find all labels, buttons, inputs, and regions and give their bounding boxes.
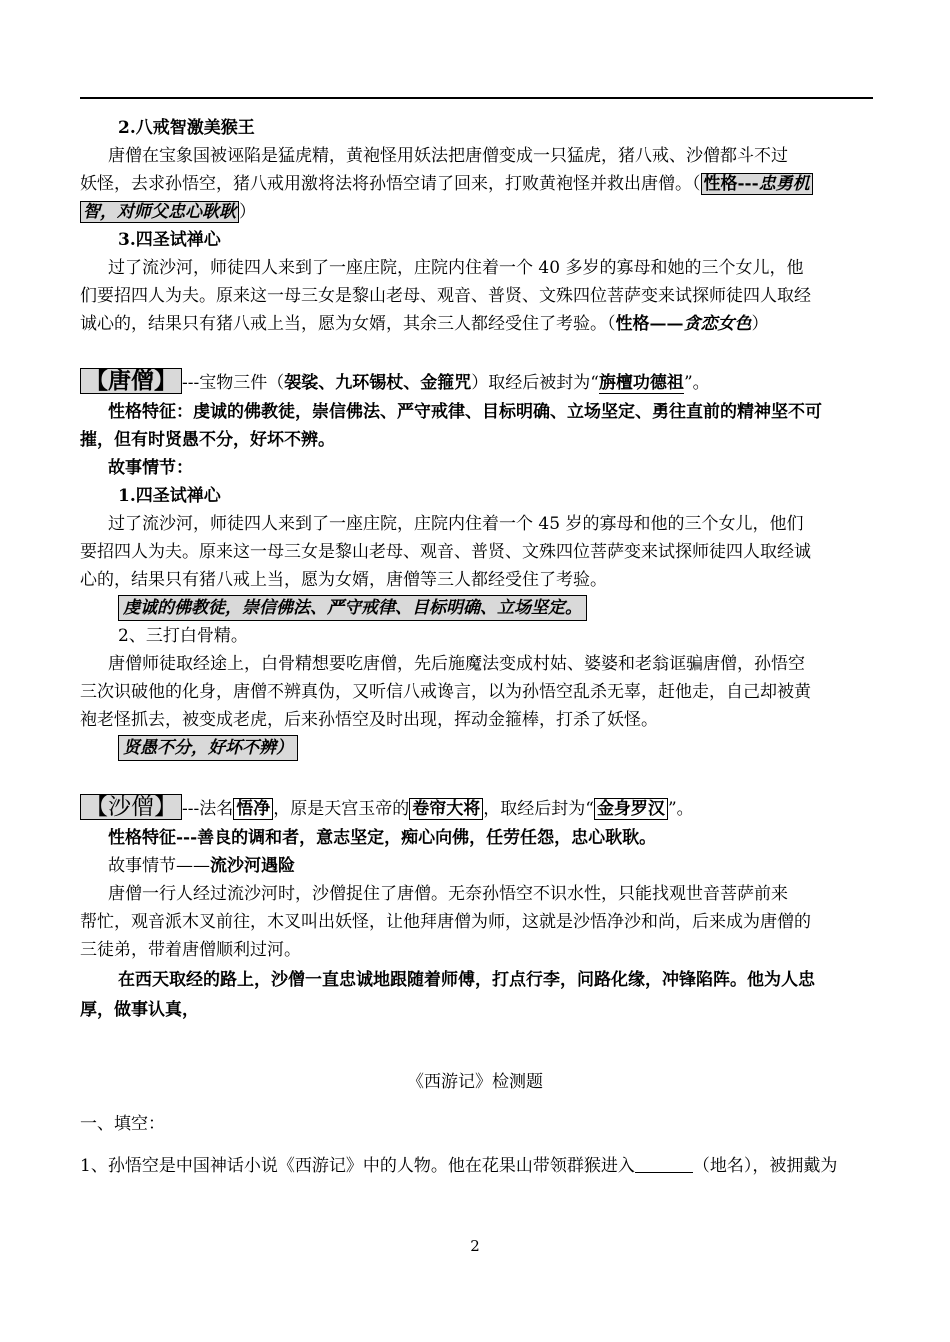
trait-line: 性格特征：虔诚的佛教徒，崇信佛法、严守戒律、目标明确、立场坚定、勇往直前的精神坚不可 bbox=[108, 402, 822, 422]
paragraph-line: 诚心的，结果只有猪八戒上当，愿为女婿，其余三人都经受住了考验。（性格——贪恋女色） bbox=[80, 314, 769, 334]
section-title: 3.四圣试禅心 bbox=[118, 230, 221, 250]
paragraph-line: 厚，做事认真， bbox=[80, 1000, 199, 1020]
answer-blank[interactable] bbox=[635, 1154, 693, 1173]
paragraph-line: 唐僧一行人经过流沙河时，沙僧捉住了唐僧。无奈孙悟空不识水性，只能找观世音菩萨前来 bbox=[108, 884, 788, 904]
paragraph-line: 过了流沙河，师徒四人来到了一座庄院，庄院内住着一个 40 多岁的寡母和她的三个女儿，他 bbox=[108, 258, 804, 278]
character-heading-tangseng: 【唐僧】 ---宝物三件（袈裟、九环锡杖、金箍咒）取经后被封为“旃檀功德祖”。 bbox=[80, 368, 875, 397]
paragraph-line: 唐僧在宝象国被诬陷是猛虎精，黄袍怪用妖法把唐僧变成一只猛虎，猪八戒、沙僧都斗不过 bbox=[108, 146, 788, 166]
paragraph-line: 心的，结果只有猪八戒上当，愿为女婿，唐僧等三人都经受住了考验。 bbox=[80, 570, 607, 590]
question-line: 1、孙悟空是中国神话小说《西游记》中的人物。他在花果山带领群猴进入 （地名），被拥戴为 bbox=[80, 1156, 838, 1176]
paragraph-line: 唐僧师徒取经途上，白骨精想要吃唐僧，先后施魔法变成村姑、婆婆和老翁诓骗唐僧，孙悟空 bbox=[108, 654, 805, 674]
character-heading-shaseng: 【沙僧】 ---法名 悟净 ，原是天宫玉帝的 卷帘大将 ，取经后封为“ 金身罗汉 ”。 bbox=[80, 794, 875, 823]
trait-highlight: 智，对师父忠心耿耿 bbox=[80, 201, 239, 223]
test-title: 《西游记》检测题 bbox=[407, 1072, 543, 1092]
header-rule bbox=[80, 97, 873, 99]
paragraph-line: 过了流沙河，师徒四人来到了一座庄院，庄院内住着一个 45 岁的寡母和他的三个女儿，他们 bbox=[108, 514, 804, 534]
paragraph-line: 帮忙，观音派木叉前往，木叉叫出妖怪，让他拜唐僧为师，这就是沙悟净沙和尚，后来成为唐僧的 bbox=[80, 912, 811, 932]
page-number: 2 bbox=[470, 1237, 480, 1255]
character-name-box: 【唐僧】 bbox=[80, 368, 182, 394]
paragraph-line: 要招四人为夫。原来这一母三女是黎山老母、观音、普贤、文殊四位菩萨变来试探师徒四人取经诚 bbox=[80, 542, 811, 562]
trait-line: 摧，但有时贤愚不分，好坏不辨。 bbox=[80, 430, 335, 450]
paragraph-line: 们要招四人为夫。原来这一母三女是黎山老母、观音、普贤、文殊四位菩萨变来试探师徒四人取经 bbox=[80, 286, 811, 306]
paragraph-line bbox=[118, 734, 913, 762]
paragraph-line: 智，对师父忠心耿耿 ） bbox=[80, 198, 875, 226]
paragraph-line: 三徒弟，带着唐僧顺利过河。 bbox=[80, 940, 301, 960]
story-label: 故事情节： bbox=[108, 458, 193, 478]
paragraph-line: 妖怪，去求孙悟空，猪八戒用激将法将孙悟空请了回来，打败黄袍怪并救出唐僧。（ 性格---忠勇机 bbox=[80, 170, 875, 198]
section-title: 2、三打白骨精。 bbox=[118, 626, 248, 646]
trait-highlight: 贤愚不分，好坏不辨） bbox=[118, 735, 298, 761]
section-title: 1.四圣试禅心 bbox=[118, 486, 221, 506]
paragraph-line: 袍老怪抓去，被变成老虎，后来孙悟空及时出现，挥动金箍棒，打杀了妖怪。 bbox=[80, 710, 658, 730]
trait-highlight: 虔诚的佛教徒，崇信佛法、严守戒律、目标明确、立场坚定。 bbox=[118, 595, 587, 621]
section-title: 2.八戒智激美猴王 bbox=[118, 118, 255, 138]
question-section: 一、填空： bbox=[80, 1114, 165, 1134]
character-name-box: 【沙僧】 bbox=[80, 794, 182, 820]
paragraph-line: 三次识破他的化身，唐僧不辨真伪，又听信八戒谗言，以为孙悟空乱杀无辜，赶他走，自己却被黄 bbox=[80, 682, 811, 702]
trait-highlight: 性格---忠勇机 bbox=[701, 173, 813, 195]
paragraph-line: 在西天取经的路上，沙僧一直忠诚地跟随着师傅，打点行李，问路化缘，冲锋陷阵。他为人忠 bbox=[118, 970, 815, 990]
trait-line: 性格特征---善良的调和者，意志坚定，痴心向佛，任劳任怨，忠心耿耿。 bbox=[108, 828, 657, 848]
story-label: 故事情节——流沙河遇险 bbox=[108, 856, 295, 876]
paragraph-line bbox=[118, 594, 913, 622]
